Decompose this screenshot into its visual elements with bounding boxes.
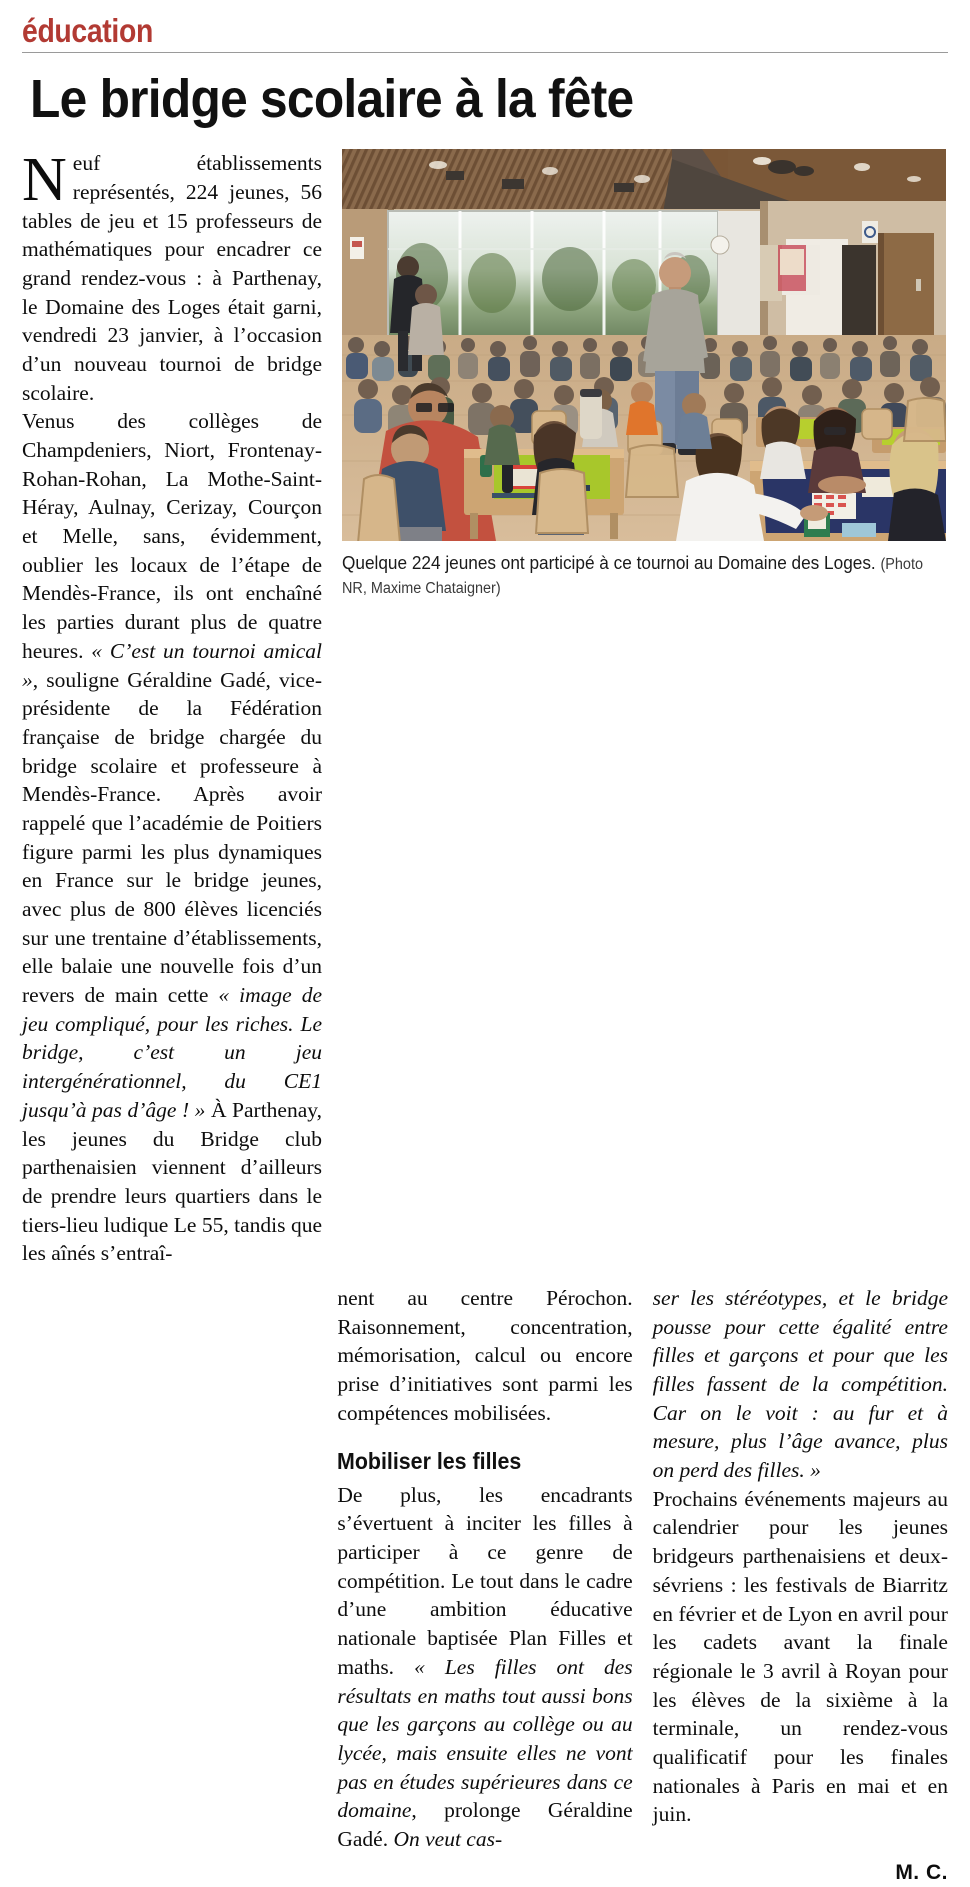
col1-text-c: À Parthenay, les jeunes du Bridge club parthenaisien viennent d’ailleurs de prendre leurs quartiers dans le tiers-lieu ludique Le 55, tandis que les aînés s’entraî-	[22, 1097, 322, 1266]
photo-caption	[342, 551, 945, 598]
col1-quote-1: « C’est un tournoi amical »	[22, 638, 322, 692]
caption-text: Quelque 224 jeunes ont participé à ce tournoi au Domaine des Loges.	[342, 552, 876, 574]
col1-quote-2: « image de jeu compliqué, pour les riches. Le bridge, c’est un jeu intergénérationnel, du CE1 jusqu’à pas d’âge ! »	[22, 983, 322, 1122]
kicker-divider	[22, 52, 948, 53]
section-subheading: Mobiliser les filles	[337, 1448, 522, 1475]
article-column-3	[653, 1284, 948, 1887]
lead-paragraph: Neuf établissements représentés, 224 jeunes, 56 tables de jeu et 15 professeurs de mathématiques pour encadrer ce grand rendez-vous : à Parthenay, le Domaine des Loges était garni, vendredi 23 janvier, à l’occasion d’un nouveau tournoi de bridge scolaire.	[22, 146, 322, 405]
chair-center	[536, 469, 588, 533]
article-column-1	[22, 146, 322, 1268]
column2-paragraph-1: nent au centre Pérochon. Raisonnement, concentration, mémorisation, calcul ou encore prise d’initiatives sont parmi les compétences mobilisées.	[337, 1285, 633, 1425]
chair-foreground-left	[358, 475, 400, 541]
photo-figure	[342, 149, 946, 598]
top-content-block	[22, 146, 948, 1268]
bottom-content-block	[22, 1284, 948, 1887]
column1-paragraph-2	[22, 407, 322, 1268]
section-kicker: éducation	[22, 12, 153, 49]
photo-credit: (Photo NR, Maxime Chataigner)	[342, 556, 923, 597]
article-column-2	[337, 1284, 632, 1854]
author-byline: M. C.	[895, 1861, 948, 1885]
page-title: Le bridge scolaire à la fête	[30, 69, 634, 129]
col2-text-a: De plus, les encadrants s’évertuent à inciter les filles à participer à ce genre de compétition. Le tout dans le cadre d’une ambition éducative nationale baptisée Plan Filles et maths.	[337, 1482, 633, 1679]
col1-text-a: Venus des collèges de Champdeniers, Niort, Frontenay-Rohan-Rohan, La Mothe-Saint-Héray, Aulnay, Cerizay, Courçon et Melle, sans, évidemment, oublier les locaux de l’étape de Mendès-France, ils ont enchaîné les parties durant plus de quatre heures.	[22, 409, 322, 663]
photo-illustration	[342, 149, 946, 541]
col2-text-b: , prolonge Géraldine Gadé.	[337, 1798, 633, 1851]
col3-quote-c: ser les stéréotypes, et le bridge pousse pour cette égalité entre filles et garçons et pour que les filles fassent de la compétition. Car on le voit : au fur et à mesure, plus l’âge avance, plus on perd des filles. »	[652, 1285, 948, 1483]
column2-paragraph-2	[337, 1481, 632, 1854]
column3-final-paragraph: Prochains événements majeurs au calendrier pour les jeunes bridgeurs parthenaisiens et deux-sévriens : les festivals de Biarritz en février et de Lyon en avril pour les cadets avant la finale régionale le 3 avril à Royan pour les élèves de la sixième à la terminale, un rendez-vous qualificatif pour les finales nationales à Paris en mai et en juin.	[652, 1486, 948, 1827]
col2-quote-a: « Les filles ont des résultats en maths tout aussi bons que les garçons au collège ou au lycée, mais ensuite elles ne vont pas en études supérieures dans ce domaine	[337, 1654, 633, 1823]
col1-text-b: , souligne Géraldine Gadé, vice-présidente de la Fédération française de bridge chargée du bridge scolaire et professeure à Mendès-France. Après avoir rappelé que l’académie de Poitiers figure parmi les plus dynamiques en France sur le bridge jeunes, avec plus de 800 élèves licenciés sur une trentaine d’établissements, elle balaie une nouvelle fois d’un revers de main cette	[22, 667, 322, 1008]
col2-quote-b: On veut cas-	[393, 1826, 503, 1851]
column3-quote-continuation	[653, 1284, 948, 1485]
article-photo	[342, 149, 946, 541]
